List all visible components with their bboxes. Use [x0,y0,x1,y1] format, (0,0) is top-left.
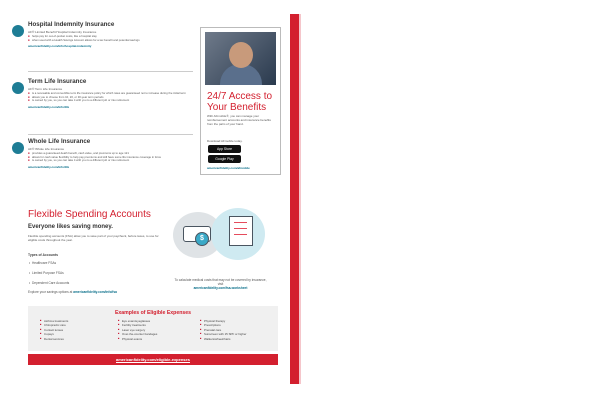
expenses-title: Examples of Eligible Expenses [114,310,192,316]
expense-item: ■ Physical exams [118,337,157,341]
caption-text: To calculate medical costs that may not be covered by insurance, visit [174,278,267,286]
fsa-type-item: • Dependent Care Accounts [32,281,69,285]
expense-item: ■ Physical therapy [200,319,246,323]
expense-item: ■ Eye exam/eyeglasses [118,319,157,323]
eligible-expenses-box [28,306,278,351]
checklist-document-icon [229,216,253,246]
umbrella-icon [12,82,24,94]
section-subtitle: AF® Limited Benefit Hospital Indemnity Insurance [28,30,97,34]
bullet-item: ■ is owned by you, so you can take it with you to a different job or into retirement [28,159,193,163]
ad-photo [205,32,276,85]
fsa-illustration [173,208,268,260]
bullet-list [28,92,193,103]
bullet-list [28,35,193,42]
bullet-item: ■ helps pay for out-of-pocket costs, like a hospital stay [28,35,193,39]
benefits-page [0,0,290,378]
fsa-explore-prefix: Explore your savings options at [28,290,73,294]
bullet-item: ■ allows for cash value flexibility to help pay premiums and still have some life insurance coverage in force [28,156,193,160]
ad-download-label: Download AFmobile today. [207,139,243,143]
fsa-explore-link[interactable]: americanfidelity.com/info/fsa [73,290,117,294]
hospital-bed-icon [12,25,24,37]
section-title: Whole Life Insurance [28,138,91,145]
eligible-expenses-bar [28,354,278,365]
fsa-type-item: • Limited Purpose FSAs [32,271,64,275]
expense-item: ■ Copays [40,332,68,336]
expense-item: ■ Walkers/wheelchairs [200,337,246,341]
bullet-list [28,152,193,163]
expense-item: ■ Chiropractic care [40,323,68,327]
fsa-worksheet-link[interactable]: americanfidelity.com/fsa-worksheet [193,286,248,290]
umbrella-icon [12,142,24,154]
bullet-item: ■ when used with a Health Savings Account allows for a tax benefit and potential savings [28,39,193,43]
checklist-line [234,228,247,229]
whole-life-link[interactable]: americanfidelity.com/info/life [28,164,70,169]
expense-item: ■ Over-the-counter bandages [118,332,157,336]
expense-item: ■ Fertility treatments [118,323,157,327]
fsa-description: Flexible spending accounts (FSA) allow you to save part of your paycheck, before taxes, to use for eligible costs throughout the year. [28,234,159,242]
expense-item: ■ Prenatal care [200,328,246,332]
term-life-section [28,78,193,109]
fsa-types-heading: Types of Accounts [28,253,58,257]
google-play-button[interactable]: Google Play [208,155,241,163]
fsa-explore-line [28,290,117,294]
expenses-column-3 [200,319,246,341]
dollar-coin-icon: $ [195,232,209,246]
fsa-title: Flexible Spending Accounts [28,209,151,220]
app-store-button[interactable]: App Store [208,145,241,153]
ad-body: With AFmobile®, you can manage your reimbursement accounts and insurance benefits from the palm of your hand. [207,114,271,126]
divider [28,71,193,72]
afmobile-ad [200,27,281,175]
fsa-type-item: • Healthcare FSAs [32,261,56,265]
checklist-line [234,222,247,223]
bullet-item: ■ is owned by you, so you can take it with you to a different job or into retirement [28,99,193,103]
afmobile-link[interactable]: americanfidelity.com/afmobile [207,166,250,170]
section-title: Term Life Insurance [28,78,87,85]
hospital-indemnity-link[interactable]: americanfidelity.com/info/hospital-indemnity [28,44,92,48]
expense-item: ■ Asthma treatments [40,319,68,323]
expenses-column-1 [40,319,68,341]
expense-item: ■ Sunscreen with 15 SPF or higher [200,332,246,336]
page-edge-shadow [299,14,301,384]
fsa-subtitle: Everyone likes saving money. [28,224,113,230]
bullet-item: ■ provides a guaranteed death benefit, cash value, and premiums up to age 121 [28,152,193,156]
ad-headline: 24/7 Access to Your Benefits [207,91,273,113]
checklist-line [234,234,247,235]
person-head [229,42,253,68]
section-subtitle: AF® Term Life Insurance [28,87,63,91]
expense-item: ■ Laser eye surgery [118,328,157,332]
term-life-link[interactable]: americanfidelity.com/info/life [28,104,70,109]
bullet-item: ■ allows you to choose from 10, 20, or 30-year term periods [28,96,193,100]
fsa-worksheet-caption [173,278,268,290]
section-title: Hospital Indemnity Insurance [28,21,115,28]
next-page-edge [290,14,299,384]
divider [28,134,193,135]
expense-item: ■ Contact lenses [40,328,68,332]
expense-item: ■ Dental services [40,337,68,341]
eligible-expenses-link[interactable]: americanfidelity.com/eligible-expenses [116,357,190,362]
section-subtitle: AF® Whole Life Insurance [28,147,65,151]
bullet-item: ■ is a renewable and convertible term life insurance policy for which rates are guaranteed not to increase during the initial term [28,92,193,96]
whole-life-section [28,138,193,169]
hospital-indemnity-section [28,21,193,48]
expenses-column-2 [118,319,157,341]
expense-item: ■ Prescriptions [200,323,246,327]
